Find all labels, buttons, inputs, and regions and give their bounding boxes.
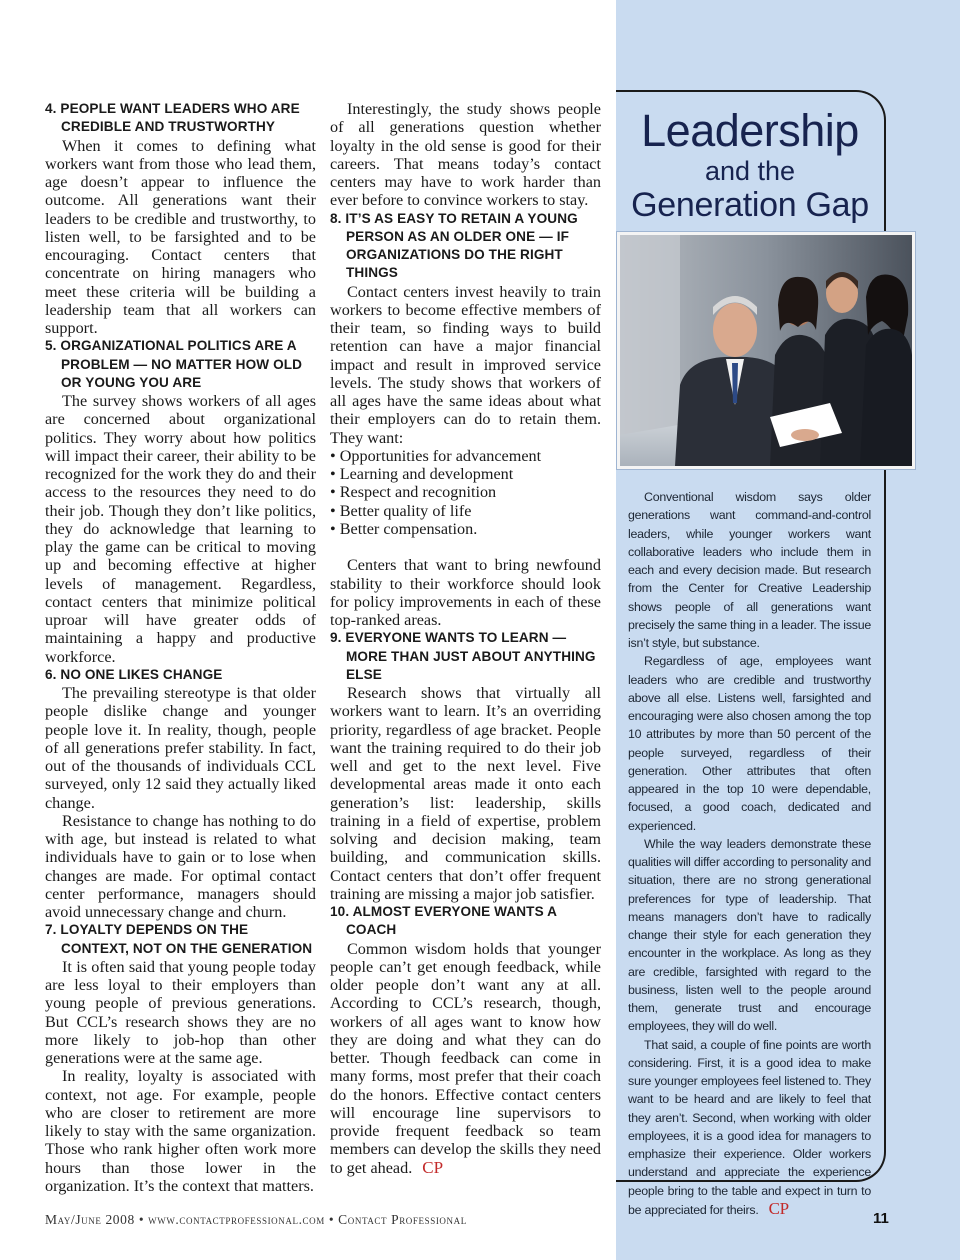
sidebar-paragraph-3: While the way leaders demonstrate these qualities will differ according to personality and situation, there are no strong generational preferences for type of leadership. That means managers don’t have to radically change their style for each generation they encounter in the workplace. As long as they are credible, farsighted with regard to the business, listen well to the people around them, generate trust and encourage employees, they will do well.	[628, 836, 871, 1034]
article-column-1	[45, 100, 316, 1195]
sidebar-paragraph-1: Conventional wisdom says older generations want command-and-control leaders, while younger workers want collaborative leaders who include them in each and every decision made. But research from the Center for Creative Leadership shows people of all generations want precisely the same thing in a leader. The issue isn’t style, but substance.	[628, 490, 871, 650]
sidebar-paragraph-4	[628, 1036, 871, 1220]
list-item: • Respect and recognition	[330, 483, 497, 502]
sidebar-text	[628, 488, 871, 1219]
sidebar-title-line-3: Generation Gap	[631, 186, 869, 224]
section-heading-10: 10. ALMOST EVERYONE WANTS A COACH	[330, 904, 557, 938]
section-heading-4: 4. PEOPLE WANT LEADERS WHO ARE CREDIBLE AND TRUSTWORTHY	[45, 101, 300, 135]
section-5-paragraph: The survey shows workers of all ages are concerned about organizational politics. They worry about how politics will impact their career, their ability to be recognized for the work they do and their access to the resources they need to do their job. Though they don’t like politics, they do acknowledge that learning to play the game can be critical to moving up and becoming effective at higher levels of management. Regardless, contact centers that minimize political uproar will have greater odds of maintaining a happy and productive workforce.	[45, 392, 316, 666]
team-illustration	[620, 235, 912, 466]
section-heading-9: 9. EVERYONE WANTS TO LEARN — MORE THAN JUST ABOUT ANYTHING ELSE	[330, 630, 596, 682]
intro-paragraph: Interestingly, the study shows people of all generations question whether loyalty in the old sense is good for their careers. That means today’s contact centers may have to work harder than ever before to convince workers to stay.	[330, 100, 601, 210]
sidebar-cp-end-mark: CP	[768, 1198, 789, 1218]
section-7-paragraph-1: It is often said that young people today are less loyal to their employers than young people of previous generations. But CCL’s research shows they are no more likely to job-hop than other generations were at the same age.	[45, 957, 316, 1067]
list-item: • Better compensation.	[330, 519, 478, 538]
section-9-paragraph: Research shows that virtually all workers want to learn. It’s an overriding priority, regardless of age bracket. People want the training required to do their job well and get to the next level. Five developmental areas made it onto each generation’s list: leadership, skills training in a field of expertise, problem solving and decision making, team building, and communication skills. Contact centers that don’t offer frequent training are missing a major job satisfier.	[330, 684, 601, 903]
section-heading-8: 8. IT’S AS EASY TO RETAIN A YOUNG PERSON AS AN OLDER ONE — IF ORGANIZATIONS DO THE RIGHT THINGS	[330, 210, 578, 281]
section-8-paragraph-1: Contact centers invest heavily to train workers to become effective members of their team, so finding ways to build retention can have a major financial impact and result in improved service levels. The study shows that workers of all ages have the same ideas about what their employers can do to retain them. They want:	[330, 282, 601, 447]
business-team-photo	[617, 232, 915, 469]
page-number: 11	[873, 1210, 889, 1227]
section-heading-6: 6. NO ONE LIKES CHANGE	[45, 666, 223, 682]
list-item: • Learning and development	[330, 465, 514, 483]
sidebar-title	[618, 106, 882, 224]
sidebar-title-line-2: and the	[704, 156, 796, 186]
sidebar-paragraph-2: Regardless of age, employees want leaders who are credible and trustworthy above all else. Listens well, farsighted and encouraging were also chosen among the top 10 attributes by more than 50 percent of the people surveyed, regardless of their generation. Other attributes that often appeared in the top 10 were dependable, focused, a good coach, dedicated and experienced.	[628, 654, 871, 833]
article-column-2	[330, 100, 601, 1177]
cp-end-mark: CP	[422, 1157, 444, 1177]
section-10-text: Common wisdom holds that younger people can’t get enough feedback, while older people don’t want any at all. According to CCL’s research, though, workers of all ages want to know how they are doing and what they can do better. Though feedback can come in many forms, most prefer that their coach do the honors. Effective contact centers will encourage line supervisors to provide frequent feedback so team members can develop the skills they need to get ahead.	[330, 939, 601, 1177]
section-8-paragraph-2: Centers that want to bring newfound stability to their workforce should look for policy improvements in each of these top-ranked areas.	[330, 556, 601, 629]
retention-list	[330, 447, 601, 538]
section-10-paragraph	[330, 940, 601, 1177]
list-item: • Better quality of life	[330, 501, 472, 520]
sidebar-paragraph-4-text: That said, a couple of fine points are worth considering. First, it is a good idea to make sure younger employees feel listened to. They want to be heard and are likely to feel that they aren’t. Second, when working with older employees, it is a good idea for managers to emphasize their experience. Older workers understand and appreciate the experience people bring to the table and expect in turn to be appreciated for theirs.	[628, 1037, 871, 1217]
section-6-paragraph-2: Resistance to change has nothing to do with age, but instead is related to what individuals have to gain or to lose when changes are made. For optimal contact center performance, managers should avoid unnecessary change and churn.	[45, 811, 316, 921]
section-heading-7: 7. LOYALTY DEPENDS ON THE CONTEXT, NOT ON THE GENERATION	[45, 922, 313, 956]
list-item: • Opportunities for advancement	[330, 446, 542, 465]
section-6-paragraph-1: The prevailing stereotype is that older people dislike change and younger people love it. In reality, though, people of all generations prefer stability. In fact, out of the thousands of individuals CCL surveyed, only 12 said they actually liked change.	[45, 684, 316, 812]
page-footer: May/June 2008 • www.contactprofessional.com • Contact Professional	[45, 1212, 467, 1227]
section-7-paragraph-2: In reality, loyalty is associated with context, not age. For example, people who are closer to retirement are more likely to stay with the same organization. Those who rank higher often work more hours than those lower in the organization. It’s the context that matters.	[45, 1067, 316, 1195]
spacer	[330, 538, 601, 556]
section-4-paragraph: When it comes to defining what workers want from those who lead them, age doesn’t appear to influence the outcome. All generations want their leaders to be credible and trustworthy, to listen well, to be farsighted and to be encouraging. Contact centers that concentrate on hiring managers who meet these criteria will be building a leadership team that all workers can support.	[45, 136, 316, 337]
sidebar-title-line-1: Leadership	[641, 105, 859, 156]
section-heading-5: 5. ORGANIZATIONAL POLITICS ARE A PROBLEM — NO MATTER HOW OLD OR YOUNG YOU ARE	[45, 338, 303, 390]
